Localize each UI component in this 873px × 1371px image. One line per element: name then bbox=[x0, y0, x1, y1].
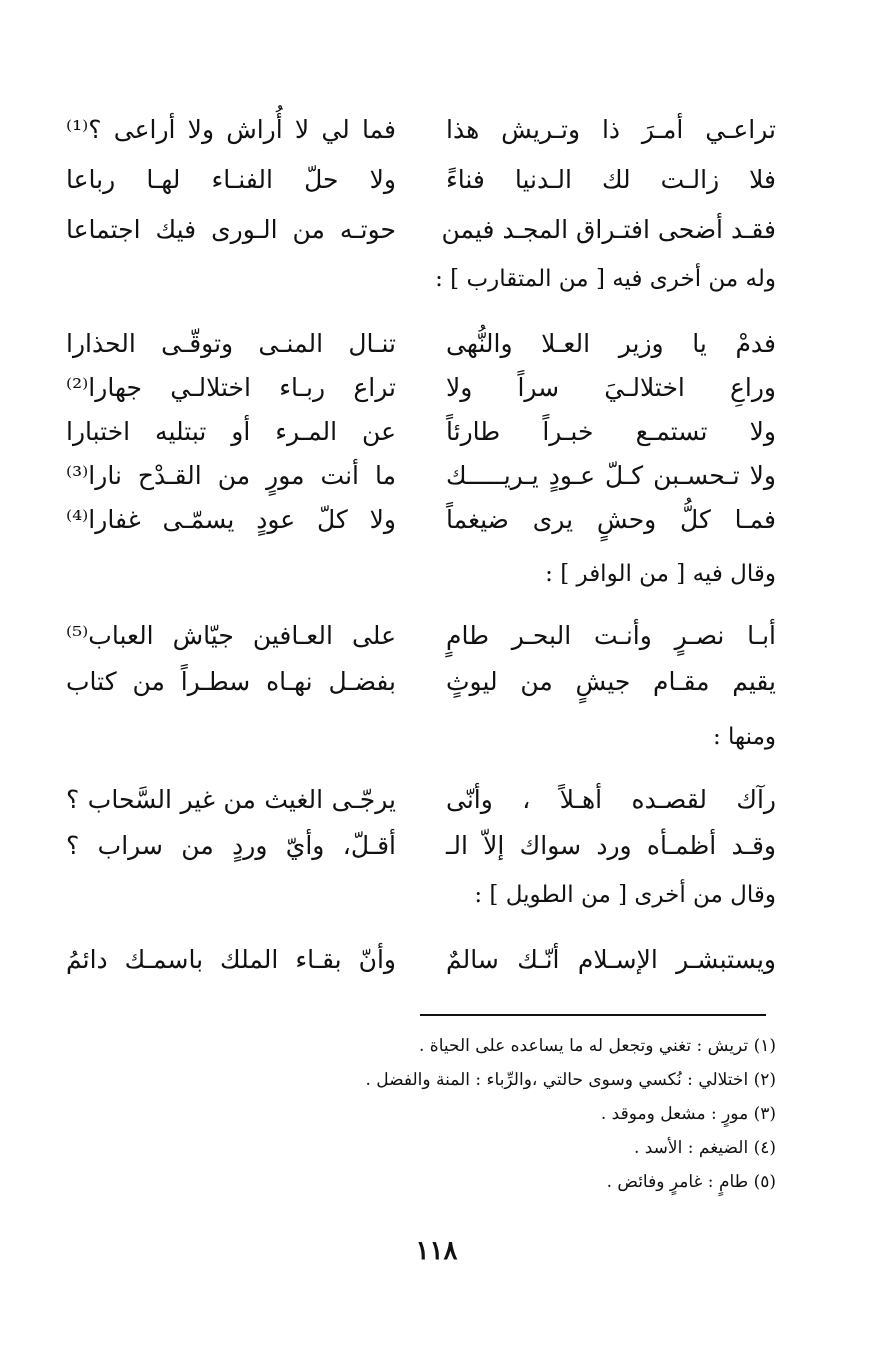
verse-first-hemistich: وراعِ اختلالـيَ سراً ولا bbox=[446, 372, 776, 402]
verse-second-hemistich: ولا كلّ عودٍ يسمّـى غفارا⁽⁴⁾ bbox=[66, 504, 396, 534]
verse-second-hemistich: وأنّ بقـاء الملك باسمـك دائمُ bbox=[66, 944, 396, 974]
verse-first-hemistich: فدمْ يا وزير العـلا والنُّهى bbox=[446, 328, 776, 358]
verse-second-hemistich: على العـافين جيّاش العباب⁽⁵⁾ bbox=[66, 620, 396, 650]
verse-first-hemistich: ولا تستمـع خبـراً طارئاً bbox=[446, 416, 776, 446]
verse-line bbox=[66, 408, 776, 454]
verse-line bbox=[66, 156, 776, 202]
verse-second-hemistich: يرجّـى الغيث من غير السَّحاب ؟ bbox=[66, 784, 396, 814]
footnote-separator bbox=[420, 1014, 766, 1016]
verse-line bbox=[66, 936, 776, 982]
verse-first-hemistich: فقـد أضحى افتـراق المجـد فيمن bbox=[441, 214, 776, 244]
verse-line bbox=[66, 320, 776, 366]
verse-second-hemistich: بفضـل نهـاه سطـراً من كتاب bbox=[66, 666, 396, 696]
verse-first-hemistich: ويستبشـر الإسـلام أنّـك سالمٌ bbox=[446, 944, 776, 974]
verse-line bbox=[66, 496, 776, 542]
verse-second-hemistich: حوتـه من الـورى فيك اجتماعا bbox=[66, 214, 396, 244]
verse-first-hemistich: رآك لقصـده أهـلاً ، وأنّى bbox=[446, 784, 776, 814]
section-intro: وقال من أخرى [ من الطويل ] : bbox=[474, 882, 776, 908]
page-number: ١١٨ bbox=[415, 1236, 458, 1266]
verse-line bbox=[66, 822, 776, 868]
verse-line bbox=[66, 106, 776, 152]
verse-first-hemistich: وقـد أظمـأه ورد سواك إلاّ الـ bbox=[446, 830, 776, 860]
footnote: (٢) اختلالي : نُكسي وسوى حالتي ،والرِّباء : المنة والفضل . bbox=[365, 1070, 776, 1090]
verse-line bbox=[66, 364, 776, 410]
verse-first-hemistich: ولا تـحسـبن كـلّ عـودٍ يـريـــــك bbox=[446, 460, 776, 490]
verse-second-hemistich: أقـلّ، وأيّ وردٍ من سراب ؟ bbox=[66, 830, 396, 860]
verse-second-hemistich: تراع ربـاء اختلالـي جهارا⁽²⁾ bbox=[66, 372, 396, 402]
verse-line bbox=[66, 612, 776, 658]
footnote: (٣) مورٍ : مشعل وموقد . bbox=[600, 1104, 776, 1124]
verse-first-hemistich: فلا زالـت لك الـدنيا فناءً bbox=[446, 164, 776, 194]
verse-first-hemistich: يقيم مقـام جيشٍ من ليوثٍ bbox=[446, 666, 776, 696]
verse-second-hemistich: فما لي لا أُراش ولا أراعى ؟⁽¹⁾ bbox=[66, 114, 396, 144]
verse-second-hemistich: ما أنت مورٍ من القـدْح نارا⁽³⁾ bbox=[66, 460, 396, 490]
footnote: (١) تريش : تغني وتجعل له ما يساعده على الحياة . bbox=[419, 1036, 776, 1056]
verse-second-hemistich: ولا حلّ الفنـاء لهـا رباعا bbox=[66, 164, 396, 194]
verse-line bbox=[66, 776, 776, 822]
verse-first-hemistich: فمـا كلُّ وحشٍ يرى ضيغماً bbox=[446, 504, 776, 534]
verse-second-hemistich: عن المـرء أو تبتليه اختبارا bbox=[66, 416, 396, 446]
section-intro: وقال فيه [ من الوافر ] : bbox=[545, 561, 776, 587]
footnote: (٥) طامٍ : غامرٍ وفائض . bbox=[606, 1172, 776, 1192]
section-intro: ومنها : bbox=[712, 724, 776, 750]
verse-line bbox=[66, 452, 776, 498]
footnote: (٤) الضيغم : الأسد . bbox=[633, 1138, 776, 1158]
verse-first-hemistich: أبـا نصـرٍ وأنـت البحـر طامٍ bbox=[446, 620, 776, 650]
verse-line bbox=[66, 658, 776, 704]
verse-line bbox=[66, 206, 776, 252]
section-intro: وله من أخرى فيه [ من المتقارب ] : bbox=[435, 266, 776, 292]
verse-second-hemistich: تنـال المنـى وتوقّـى الحذارا bbox=[66, 328, 396, 358]
verse-first-hemistich: تراعـي أمـرَ ذا وتـريش هذا bbox=[446, 114, 776, 144]
